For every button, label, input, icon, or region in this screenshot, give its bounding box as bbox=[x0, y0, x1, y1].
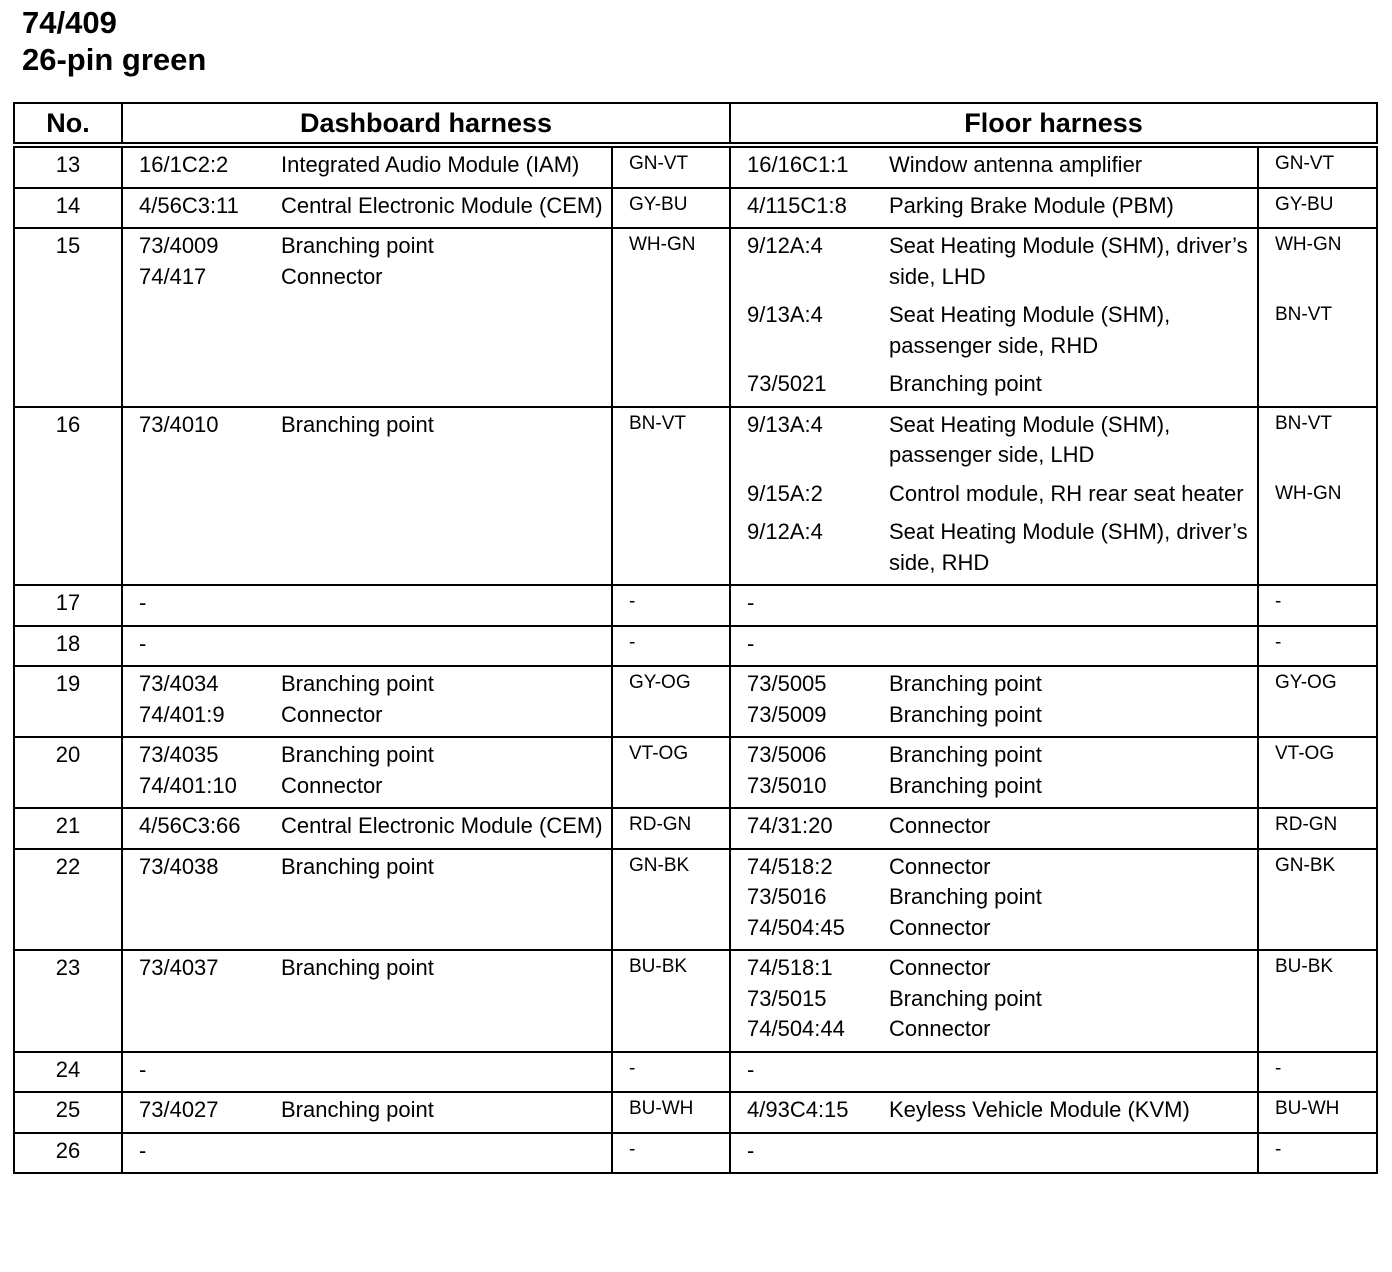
dashboard-wire-color: - bbox=[612, 626, 730, 667]
component-code: 73/4038 bbox=[139, 853, 219, 879]
component-description: Connector bbox=[889, 955, 991, 980]
dashboard-components bbox=[122, 950, 612, 1052]
floor-components bbox=[730, 585, 1258, 626]
floor-entry bbox=[747, 882, 1257, 913]
dashboard-components bbox=[122, 228, 612, 407]
component-description bbox=[889, 1136, 1257, 1167]
floor-wire-color-value: - bbox=[1275, 591, 1282, 612]
floor-entry bbox=[747, 369, 1257, 400]
dashboard-entry bbox=[139, 771, 611, 802]
dashboard-wire-color: GY-BU bbox=[612, 188, 730, 229]
table-row bbox=[14, 145, 1377, 188]
component-description: Connector bbox=[281, 701, 383, 727]
component-description: Branching point bbox=[889, 742, 1042, 767]
floor-components bbox=[730, 1052, 1258, 1093]
floor-components bbox=[730, 1133, 1258, 1174]
component-code: 74/518:1 bbox=[747, 955, 833, 980]
component-description bbox=[281, 588, 611, 619]
header-row bbox=[14, 103, 1377, 145]
dashboard-wire-color: BN-VT bbox=[612, 407, 730, 586]
component-code: - bbox=[747, 1137, 755, 1163]
component-code: - bbox=[747, 590, 755, 615]
table-row bbox=[14, 950, 1377, 1052]
dashboard-entry bbox=[139, 1055, 611, 1086]
component-code: 73/5021 bbox=[747, 371, 827, 396]
dashboard-entry bbox=[139, 700, 611, 731]
floor-wire-color bbox=[1258, 407, 1377, 586]
floor-wire-color bbox=[1258, 1092, 1377, 1133]
component-description: Branching point bbox=[281, 1097, 434, 1122]
dashboard-wire-color: GY-OG bbox=[612, 666, 730, 737]
table-row bbox=[14, 228, 1377, 407]
dashboard-components bbox=[122, 666, 612, 737]
component-code: 73/4035 bbox=[139, 742, 219, 767]
component-description: Connector bbox=[281, 772, 383, 798]
floor-entry bbox=[747, 1136, 1257, 1167]
floor-wire-color bbox=[1258, 737, 1377, 808]
floor-wire-color-value: RD-GN bbox=[1275, 814, 1338, 835]
table-row bbox=[14, 407, 1377, 586]
dashboard-components bbox=[122, 737, 612, 808]
component-description: Integrated Audio Module (IAM) bbox=[281, 152, 580, 177]
pin-number: 25 bbox=[14, 1092, 122, 1133]
component-description: Connector bbox=[889, 1016, 991, 1041]
table-row bbox=[14, 1133, 1377, 1174]
dashboard-components bbox=[122, 585, 612, 626]
component-description: Control module, RH rear seat heater bbox=[889, 480, 1244, 506]
dashboard-wire-color: VT-OG bbox=[612, 737, 730, 808]
floor-entry bbox=[747, 300, 1257, 361]
component-code: 73/5015 bbox=[747, 985, 827, 1011]
component-code: 74/401:10 bbox=[139, 772, 237, 798]
pin-number: 18 bbox=[14, 626, 122, 667]
component-code: 73/5010 bbox=[747, 772, 827, 798]
dashboard-components bbox=[122, 626, 612, 667]
component-description: Branching point bbox=[281, 955, 434, 980]
floor-wire-color-value: - bbox=[1275, 631, 1282, 653]
pin-number: 14 bbox=[14, 188, 122, 229]
dashboard-entry bbox=[139, 262, 611, 293]
component-description: Keyless Vehicle Module (KVM) bbox=[889, 1097, 1190, 1122]
floor-entry bbox=[747, 231, 1257, 292]
dashboard-components bbox=[122, 849, 612, 951]
dashboard-wire-color: GN-BK bbox=[612, 849, 730, 951]
floor-entry bbox=[747, 588, 1257, 619]
component-description bbox=[281, 1055, 611, 1086]
component-code: 73/4010 bbox=[139, 411, 219, 437]
floor-entry bbox=[747, 984, 1257, 1015]
component-code: - bbox=[139, 1056, 147, 1082]
connector-type: 26-pin green bbox=[22, 42, 207, 77]
floor-wire-color bbox=[1258, 228, 1377, 407]
dashboard-wire-color: - bbox=[612, 1133, 730, 1174]
component-description bbox=[889, 629, 1257, 660]
component-description: Branching point bbox=[281, 411, 434, 437]
component-description: Branching point bbox=[281, 853, 434, 879]
floor-entry bbox=[747, 479, 1257, 510]
dashboard-entry bbox=[139, 811, 611, 842]
table-row bbox=[14, 808, 1377, 849]
component-description: Branching point bbox=[281, 671, 434, 696]
floor-wire-color bbox=[1258, 1133, 1377, 1174]
floor-entry bbox=[747, 1014, 1257, 1045]
header-no: No. bbox=[14, 103, 122, 145]
floor-entry bbox=[747, 629, 1257, 660]
dashboard-entry bbox=[139, 231, 611, 262]
floor-wire-color bbox=[1258, 808, 1377, 849]
floor-wire-color-value: - bbox=[1275, 1057, 1282, 1079]
component-code: 4/115C1:8 bbox=[747, 192, 847, 218]
dashboard-components bbox=[122, 1133, 612, 1174]
table-row bbox=[14, 849, 1377, 951]
component-description bbox=[889, 588, 1257, 619]
floor-components bbox=[730, 950, 1258, 1052]
table-row bbox=[14, 188, 1377, 229]
component-code: 73/5016 bbox=[747, 884, 827, 909]
component-code: 74/417 bbox=[139, 263, 207, 289]
floor-entry bbox=[747, 410, 1257, 471]
component-description: Parking Brake Module (PBM) bbox=[889, 192, 1174, 218]
pin-number: 13 bbox=[14, 145, 122, 188]
table-row bbox=[14, 1052, 1377, 1093]
pin-number: 23 bbox=[14, 950, 122, 1052]
component-description: Connector bbox=[281, 263, 383, 289]
component-description: Window antenna amplifier bbox=[889, 152, 1143, 177]
component-description: Branching point bbox=[889, 701, 1042, 727]
component-code: 74/504:44 bbox=[747, 1016, 845, 1041]
component-description bbox=[281, 629, 611, 660]
floor-wire-color-value: BN-VT bbox=[1275, 412, 1332, 434]
floor-entry bbox=[747, 913, 1257, 944]
component-code: 16/1C2:2 bbox=[139, 152, 229, 177]
floor-wire-color bbox=[1258, 626, 1377, 667]
component-description: Seat Heating Module (SHM), driver’s side, LHD bbox=[889, 233, 1248, 289]
component-description: Branching point bbox=[889, 884, 1042, 909]
floor-wire-color-value: - bbox=[1275, 1138, 1282, 1160]
floor-components bbox=[730, 849, 1258, 951]
floor-entry bbox=[747, 1055, 1257, 1086]
pin-number: 20 bbox=[14, 737, 122, 808]
component-code: 4/56C3:11 bbox=[139, 192, 239, 218]
floor-entry bbox=[747, 517, 1257, 578]
dashboard-wire-color: BU-BK bbox=[612, 950, 730, 1052]
component-description: Branching point bbox=[281, 233, 434, 258]
floor-components bbox=[730, 737, 1258, 808]
floor-wire-color bbox=[1258, 849, 1377, 951]
table-row bbox=[14, 666, 1377, 737]
floor-wire-color bbox=[1258, 188, 1377, 229]
floor-components bbox=[730, 407, 1258, 586]
dashboard-components bbox=[122, 1052, 612, 1093]
floor-entry bbox=[747, 669, 1257, 700]
dashboard-wire-color: RD-GN bbox=[612, 808, 730, 849]
floor-components bbox=[730, 808, 1258, 849]
header-floor-harness: Floor harness bbox=[730, 103, 1377, 145]
component-code: 9/12A:4 bbox=[747, 519, 823, 544]
floor-components bbox=[730, 1092, 1258, 1133]
floor-wire-color bbox=[1258, 950, 1377, 1052]
table-row bbox=[14, 737, 1377, 808]
table-body bbox=[14, 145, 1377, 1173]
floor-entry bbox=[747, 191, 1257, 222]
floor-wire-color-value: WH-GN bbox=[1275, 482, 1342, 504]
dashboard-wire-color: - bbox=[612, 585, 730, 626]
component-code: - bbox=[747, 1056, 755, 1082]
floor-entry bbox=[747, 771, 1257, 802]
dashboard-entry bbox=[139, 1136, 611, 1167]
pin-number: 21 bbox=[14, 808, 122, 849]
floor-wire-color-value: GY-OG bbox=[1275, 672, 1337, 693]
floor-components bbox=[730, 666, 1258, 737]
component-code: 73/5005 bbox=[747, 671, 827, 696]
dashboard-wire-color: BU-WH bbox=[612, 1092, 730, 1133]
dashboard-entry bbox=[139, 150, 611, 181]
dashboard-wire-color: GN-VT bbox=[612, 145, 730, 188]
dashboard-entry bbox=[139, 629, 611, 660]
component-description: Branching point bbox=[889, 772, 1042, 798]
floor-components bbox=[730, 626, 1258, 667]
pin-number: 19 bbox=[14, 666, 122, 737]
table-row bbox=[14, 585, 1377, 626]
component-code: - bbox=[747, 630, 755, 656]
floor-wire-color-value: VT-OG bbox=[1275, 743, 1335, 764]
component-description bbox=[889, 1055, 1257, 1086]
floor-entry bbox=[747, 700, 1257, 731]
component-code: 4/93C4:15 bbox=[747, 1097, 849, 1122]
component-code: 73/5009 bbox=[747, 701, 827, 727]
component-code: 73/4037 bbox=[139, 955, 219, 980]
component-description: Connector bbox=[889, 853, 991, 879]
component-code: 9/15A:2 bbox=[747, 480, 823, 506]
component-code: 9/13A:4 bbox=[747, 302, 823, 327]
component-code: 74/401:9 bbox=[139, 701, 225, 727]
floor-wire-color bbox=[1258, 666, 1377, 737]
dashboard-entry bbox=[139, 191, 611, 222]
table-row bbox=[14, 626, 1377, 667]
floor-wire-color-value: BU-WH bbox=[1275, 1098, 1340, 1119]
floor-wire-color-value: BU-BK bbox=[1275, 956, 1334, 977]
dashboard-wire-color: WH-GN bbox=[612, 228, 730, 407]
component-code: 74/31:20 bbox=[747, 813, 833, 838]
component-code: - bbox=[139, 1137, 147, 1163]
component-code: 73/5006 bbox=[747, 742, 827, 767]
component-code: 9/13A:4 bbox=[747, 411, 823, 437]
dashboard-components bbox=[122, 1092, 612, 1133]
component-description: Connector bbox=[889, 914, 991, 940]
component-code: 73/4027 bbox=[139, 1097, 219, 1122]
component-code: 73/4034 bbox=[139, 671, 219, 696]
component-description bbox=[281, 1136, 611, 1167]
component-description: Central Electronic Module (CEM) bbox=[281, 192, 603, 218]
connector-id: 74/409 bbox=[22, 5, 117, 40]
document-title bbox=[22, 4, 206, 78]
component-code: 16/16C1:1 bbox=[747, 152, 849, 177]
component-description: Connector bbox=[889, 813, 991, 838]
component-description: Central Electronic Module (CEM) bbox=[281, 813, 603, 838]
floor-entry bbox=[747, 811, 1257, 842]
dashboard-entry bbox=[139, 410, 611, 441]
component-description: Branching point bbox=[889, 985, 1042, 1011]
floor-entry bbox=[747, 1095, 1257, 1126]
dashboard-entry bbox=[139, 669, 611, 700]
dashboard-entry bbox=[139, 588, 611, 619]
component-description: Branching point bbox=[889, 371, 1042, 396]
dashboard-entry bbox=[139, 740, 611, 771]
component-code: 9/12A:4 bbox=[747, 233, 823, 258]
floor-wire-color-value: GN-BK bbox=[1275, 854, 1336, 876]
pin-number: 16 bbox=[14, 407, 122, 586]
floor-entry bbox=[747, 953, 1257, 984]
dashboard-entry bbox=[139, 953, 611, 984]
dashboard-entry bbox=[139, 1095, 611, 1126]
dashboard-components bbox=[122, 145, 612, 188]
dashboard-entry bbox=[139, 852, 611, 883]
pin-table bbox=[13, 102, 1378, 1174]
component-description: Seat Heating Module (SHM), driver’s side, RHD bbox=[889, 519, 1248, 575]
pin-number: 26 bbox=[14, 1133, 122, 1174]
component-code: 4/56C3:66 bbox=[139, 813, 241, 838]
floor-components bbox=[730, 228, 1258, 407]
floor-wire-color-value: GN-VT bbox=[1275, 153, 1335, 174]
floor-components bbox=[730, 145, 1258, 188]
floor-wire-color-value: GY-BU bbox=[1275, 193, 1334, 215]
component-code: - bbox=[139, 590, 147, 615]
component-description: Branching point bbox=[889, 671, 1042, 696]
floor-components bbox=[730, 188, 1258, 229]
pin-number: 24 bbox=[14, 1052, 122, 1093]
floor-entry bbox=[747, 852, 1257, 883]
floor-entry bbox=[747, 740, 1257, 771]
floor-wire-color bbox=[1258, 585, 1377, 626]
floor-wire-color bbox=[1258, 145, 1377, 188]
table-row bbox=[14, 1092, 1377, 1133]
dashboard-wire-color: - bbox=[612, 1052, 730, 1093]
component-code: 74/518:2 bbox=[747, 853, 833, 879]
dashboard-components bbox=[122, 188, 612, 229]
header-dashboard-harness: Dashboard harness bbox=[122, 103, 730, 145]
component-code: 74/504:45 bbox=[747, 914, 845, 940]
floor-entry bbox=[747, 150, 1257, 181]
pin-number: 22 bbox=[14, 849, 122, 951]
pin-number: 15 bbox=[14, 228, 122, 407]
floor-wire-color bbox=[1258, 1052, 1377, 1093]
component-description: Seat Heating Module (SHM), passenger side, RHD bbox=[889, 302, 1171, 358]
component-description: Seat Heating Module (SHM), passenger side, LHD bbox=[889, 411, 1171, 467]
component-description: Branching point bbox=[281, 742, 434, 767]
floor-wire-color-value: WH-GN bbox=[1275, 234, 1342, 255]
dashboard-components bbox=[122, 407, 612, 586]
floor-wire-color-value: BN-VT bbox=[1275, 304, 1332, 325]
dashboard-components bbox=[122, 808, 612, 849]
component-code: - bbox=[139, 630, 147, 656]
component-code: 73/4009 bbox=[139, 233, 219, 258]
pin-number: 17 bbox=[14, 585, 122, 626]
